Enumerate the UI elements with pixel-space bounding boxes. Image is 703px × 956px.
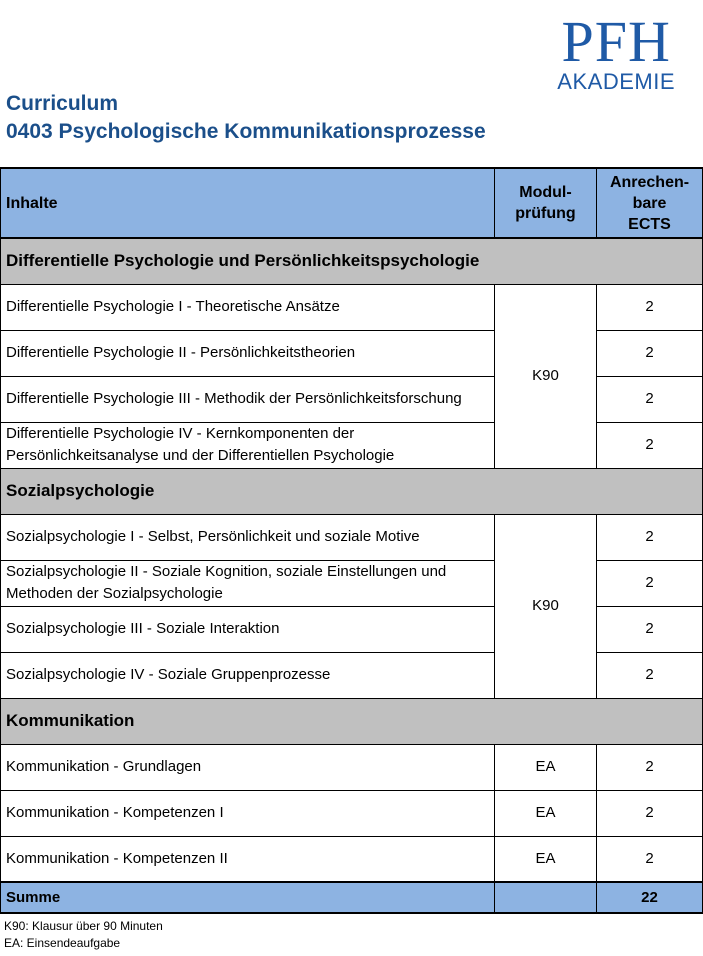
row-exam: EA — [495, 744, 597, 790]
table-row — [1, 606, 703, 652]
header-ects-line-3: ECTS — [628, 215, 671, 233]
row-ects: 2 — [597, 376, 703, 422]
row-content: Kommunikation - Kompetenzen I — [1, 790, 495, 836]
row-content: Differentielle Psychologie I - Theoretische Ansätze — [1, 284, 495, 330]
row-content: Kommunikation - Grundlagen — [1, 744, 495, 790]
logo-main-text: PFH — [561, 9, 671, 74]
row-ects: 2 — [597, 744, 703, 790]
footnote-k90: K90: Klausur über 90 Minuten — [4, 919, 163, 933]
section-row — [1, 468, 703, 514]
table-row — [1, 744, 703, 790]
sum-label: Summe — [1, 882, 495, 913]
header-content: Inhalte — [1, 168, 495, 238]
title-line-2: 0403 Psychologische Kommunikationsprozesse — [6, 120, 486, 143]
row-ects: 2 — [597, 652, 703, 698]
section-title: Sozialpsychologie — [1, 468, 703, 514]
row-content: Sozialpsychologie III - Soziale Interaktion — [1, 606, 495, 652]
row-exam: K90 — [495, 514, 597, 698]
row-content: Sozialpsychologie I - Selbst, Persönlichkeit und soziale Motive — [1, 514, 495, 560]
row-ects: 2 — [597, 790, 703, 836]
row-content: Differentielle Psychologie III - Methodik der Persönlichkeitsforschung — [1, 376, 495, 422]
section-row — [1, 238, 703, 284]
table-row — [1, 284, 703, 330]
row-ects: 2 — [597, 284, 703, 330]
table-row — [1, 652, 703, 698]
sum-exam — [495, 882, 597, 913]
table-row — [1, 514, 703, 560]
row-content: Sozialpsychologie IV - Soziale Gruppenprozesse — [1, 652, 495, 698]
header-exam — [495, 168, 597, 238]
sum-row — [1, 882, 703, 913]
document-title — [6, 90, 486, 146]
pfh-logo — [557, 9, 675, 94]
section-title: Kommunikation — [1, 698, 703, 744]
row-content: Differentielle Psychologie II - Persönlichkeitstheorien — [1, 330, 495, 376]
logo-sub-text: AKADEMIE — [557, 69, 675, 94]
table-row — [1, 836, 703, 882]
row-ects: 2 — [597, 560, 703, 606]
row-ects: 2 — [597, 422, 703, 468]
row-ects: 2 — [597, 514, 703, 560]
table-row — [1, 560, 703, 606]
row-exam: EA — [495, 790, 597, 836]
section-row — [1, 698, 703, 744]
section-title: Differentielle Psychologie und Persönlichkeitspsychologie — [1, 238, 703, 284]
header-exam-line-2: prüfung — [515, 205, 576, 222]
curriculum-table — [0, 167, 703, 914]
table-row — [1, 376, 703, 422]
footnotes — [4, 918, 163, 952]
header-exam-line-1: Modul- — [519, 184, 572, 201]
header-ects-line-1: Anrechen- — [609, 173, 690, 191]
row-ects: 2 — [597, 330, 703, 376]
table-row — [1, 790, 703, 836]
title-line-1: Curriculum — [6, 92, 119, 115]
row-content: Differentielle Psychologie IV - Kernkomponenten der Persönlichkeitsanalyse und der Differentiellen Psychologie — [1, 422, 495, 468]
table-row — [1, 330, 703, 376]
row-ects: 2 — [597, 836, 703, 882]
table-header-row — [1, 168, 703, 238]
row-content: Kommunikation - Kompetenzen II — [1, 836, 495, 882]
row-exam: EA — [495, 836, 597, 882]
row-ects: 2 — [597, 606, 703, 652]
footnote-ea: EA: Einsendeaufgabe — [4, 936, 121, 950]
header-ects-line-2: bare — [632, 194, 667, 212]
row-exam: K90 — [495, 284, 597, 468]
table-row — [1, 422, 703, 468]
sum-ects: 22 — [597, 882, 703, 913]
row-content: Sozialpsychologie II - Soziale Kognition, soziale Einstellungen und Methoden der Sozialpsychologie — [1, 560, 495, 606]
header-ects — [597, 168, 703, 238]
